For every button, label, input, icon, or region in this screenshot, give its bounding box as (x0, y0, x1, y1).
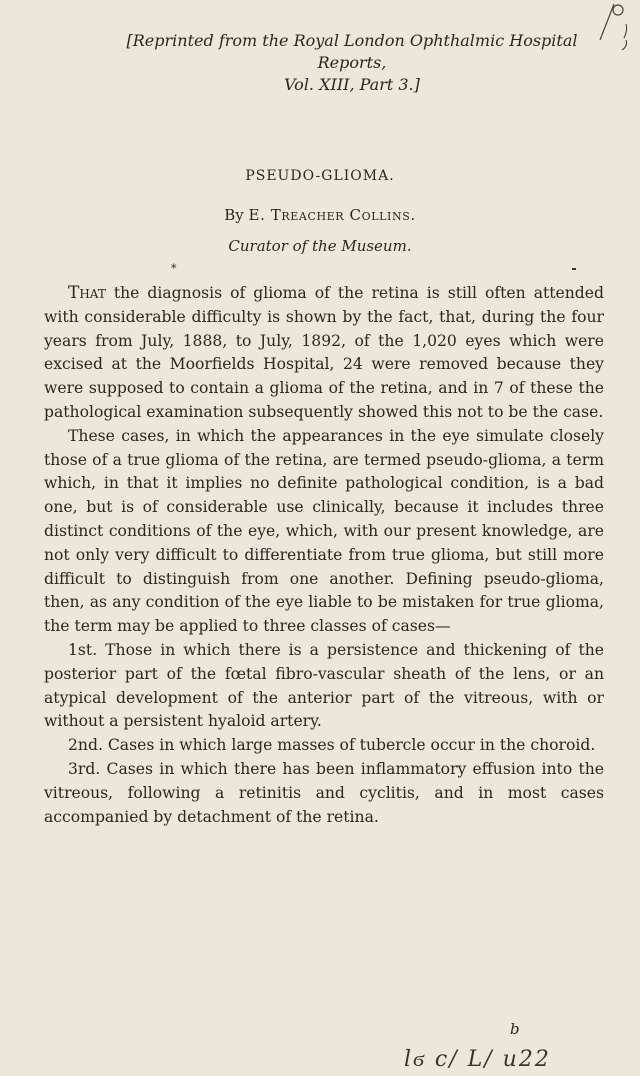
article-title: PSEUDO-GLIOMA. (245, 168, 395, 184)
author-role: Curator of the Museum. (228, 237, 412, 255)
paragraph-1-lead: That (68, 283, 106, 303)
paragraph-4: 2nd. Cases in which large masses of tubercle occur in the choroid. (68, 736, 596, 755)
author-name: E. Treacher Collins. (248, 206, 416, 224)
reprint-citation (92, 30, 612, 96)
paragraph-2: These cases, in which the appearances in the eye simulate closely those of a true glioma of the retina, are termed pseudo-glioma, a term which, in that it implies no definite pathological condition, is a bad one, but is of considerable use clinically, because it includes three distinct conditions of the eye, which, with our present knowledge, are not only very difficult to differentiate from true glioma, but still more difficult to distinguish from one another. Defining pseudo-glioma, then, as any condition of the eye liable to be mistaken for true glioma, the term may be applied to three classes of cases— (44, 426, 604, 636)
handwritten-note: lϭ c/ L/ u22 (404, 1047, 551, 1072)
reprint-citation-line2: Vol. XIII, Part 3.] (284, 75, 420, 94)
article-body (44, 282, 604, 829)
paragraph-1 (44, 282, 604, 425)
reprint-citation-line1: [Reprinted from the Royal London Ophthalmic Hospital Reports, (126, 31, 578, 72)
asterisk-mark: * (171, 262, 177, 275)
paragraph-5: 3rd. Cases in which there has been inflammatory effusion into the vitreous, following a retinitis and cyclitis, and in most cases accompanied by detachment of the retina. (44, 759, 604, 826)
author-prefix: By (224, 206, 249, 224)
signature-letter: b (510, 1020, 520, 1038)
paragraph-3: 1st. Those in which there is a persistence and thickening of the posterior part of the fœtal fibro-vascular sheath of the lens, or an atypical development of the anterior part of the vitreous, with or without a persistent hyaloid artery. (44, 640, 604, 731)
paragraph-1-text: the diagnosis of glioma of the retina is still often attended with considerable difficulty is shown by the fact, that, during the four years from July, 1888, to July, 1892, of the 1,020 eyes which were excised at the Moorfields Hospital, 24 were removed because they were supposed to contain a glioma of the retina, and in 7 of these the pathological examination subsequently showed this not to be the case. (44, 284, 604, 421)
ink-speck (572, 268, 576, 270)
author-line (0, 206, 640, 224)
